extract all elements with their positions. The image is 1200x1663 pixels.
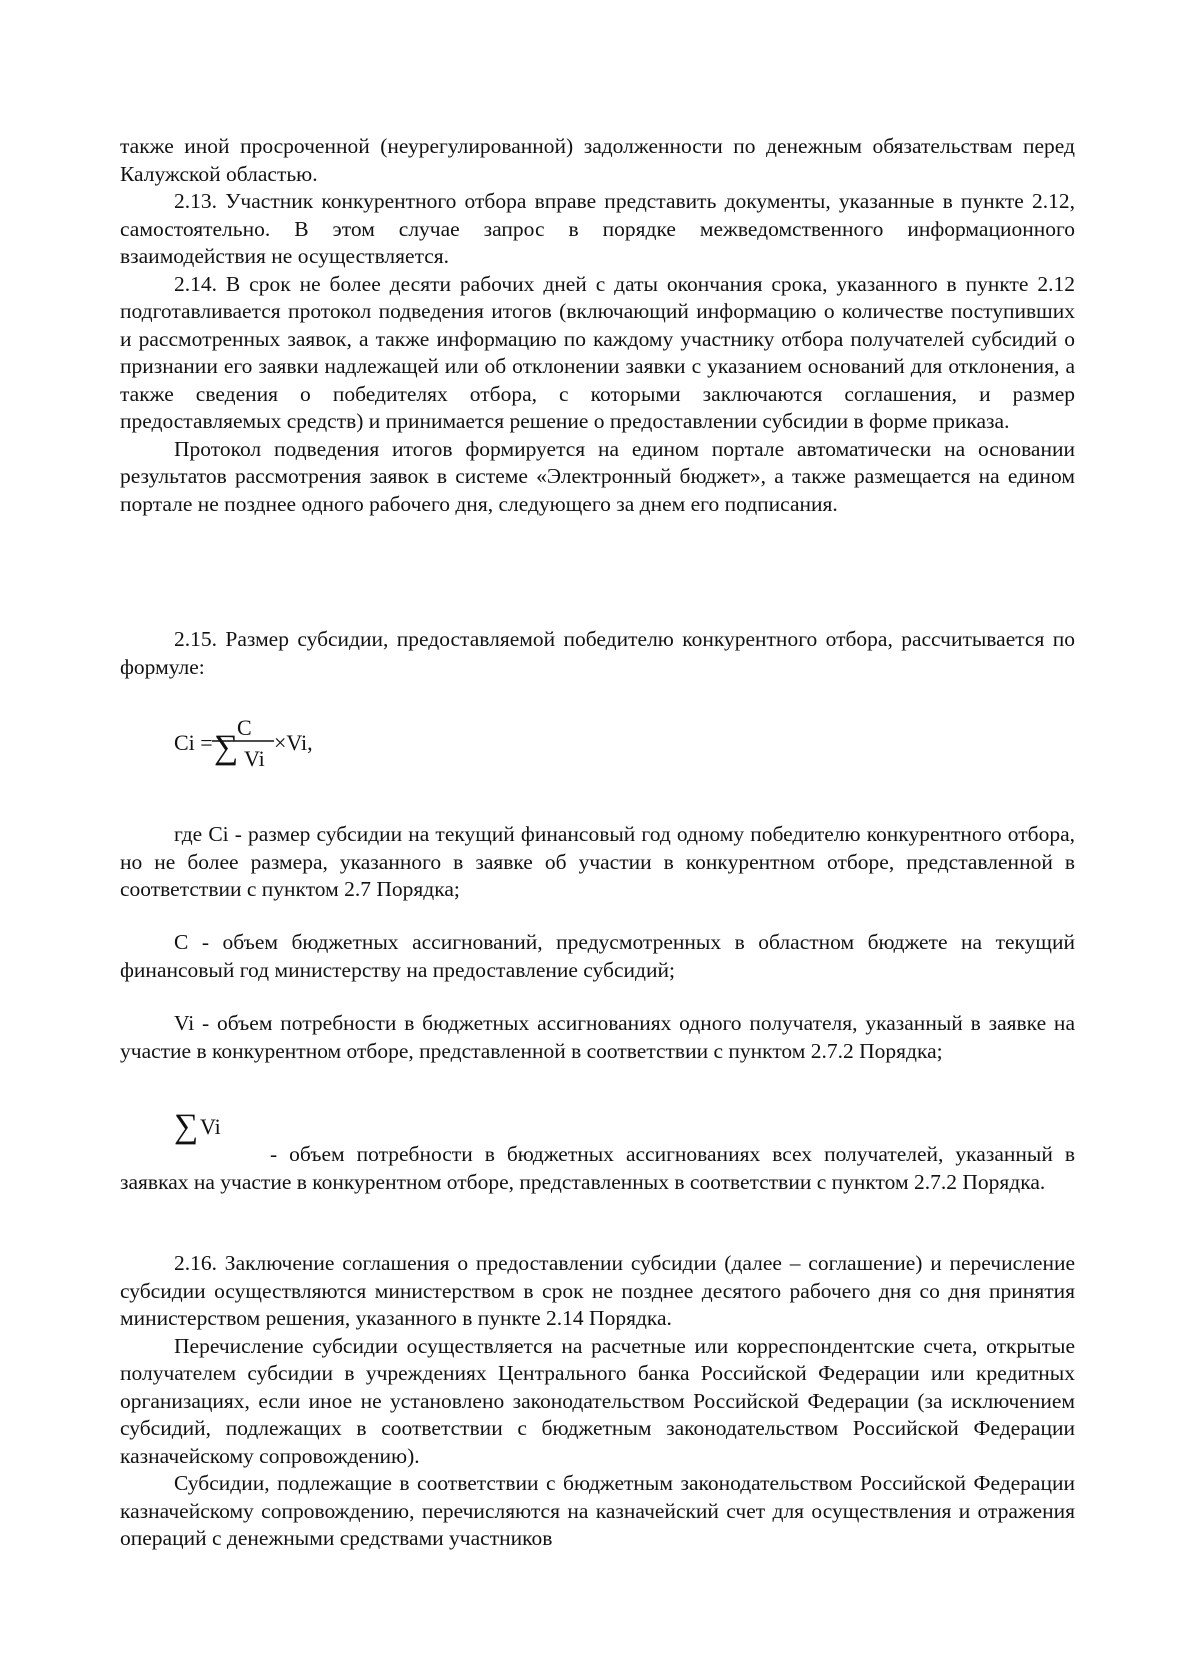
formula-denominator: Vi [244,746,265,771]
paragraph: Протокол подведения итогов формируется на едином портале автоматически на основании результатов рассмотрения заявок в системе «Электронный бюджет», а также размещается на едином портале не позднее одного рабочего дня, следующего за днем его подписания. [120,436,1075,516]
text-block-2-13-2-14 [120,133,1075,518]
sigma-symbol: ∑ [214,729,239,766]
definition-text: - объем потребности в бюджетных ассигнованиях всех получателей, указанный в заявках на участие в конкурентном отборе, представленных в соответствии с пунктом 2.7.2 Порядка. [120,1142,1075,1194]
paragraph-2-15 [120,626,1075,681]
sigma-symbol: ∑ [174,1108,199,1145]
definition-text: Vi - объем потребности в бюджетных ассигнованиях одного получателя, указанный в заявке на участие в конкурентном отборе, представленной в соответствии с пунктом 2.7.2 Порядка; [120,1011,1075,1063]
definition-text: С - объем бюджетных ассигнований, предусмотренных в областном бюджете на текущий финансовый год министерству на предоставление субсидий; [120,930,1075,982]
paragraph: Субсидии, подлежащие в соответствии с бюджетным законодательством Российской Федерации казначейскому сопровождению, перечисляются на казначейский счет для осуществления и отражения операций с денежными средствами участников [120,1471,1075,1550]
definition-sum-vi [120,1141,1075,1196]
formula-rhs: ×Vi, [274,730,313,755]
formula-numerator: C [237,715,252,740]
paragraph: 2.16. Заключение соглашения о предоставлении субсидии (далее – соглашение) и перечисление субсидии осуществляются министерством в срок не позднее десятого рабочего дня со дня принятия министерством решения, указанного в пункте 2.14 Порядка. [120,1251,1075,1330]
definition-ci [120,821,1075,904]
definition-text: где Ci - размер субсидии на текущий финансовый год одному победителю конкурентного отбора, но не более размера, указанного в заявке об участии в конкурентном отборе, представленной в соответствии с пунктом 2.7 Порядка; [120,822,1075,901]
sum-vi-label: Vi [200,1114,221,1139]
text-block-2-16 [120,1250,1075,1553]
paragraph: Перечисление субсидии осуществляется на расчетные или корреспондентские счета, открытые получателем субсидии в учреждениях Центрального банка Российской Федерации или кредитных организациях, если иное не установлено законодательством Российской Федерации (за исключением субсидий, подлежащих в соответствии с бюджетным законодательством Российской Федерации казначейскому сопровождению). [120,1333,1075,1468]
definition-c [120,929,1075,984]
subsidy-formula [174,714,394,806]
paragraph: также иной просроченной (неурегулированной) задолженности по денежным обязательствам перед Калужской областью. [120,134,1075,186]
paragraph: 2.14. В срок не более десяти рабочих дней с даты окончания срока, указанного в пункте 2.12 подготавливается протокол подведения итогов (включающий информацию о количестве поступивших и рассмотренных заявок, а также информацию по каждому участнику отбора получателей субсидий о признании его заявки надлежащей или об отклонении заявки с указанием оснований для отклонения, а также сведения о победителях отбора, с которыми заключаются соглашения, и размер предоставляемых средств) и принимается решение о предоставлении субсидии в форме приказа. [120,271,1075,433]
paragraph-text: 2.15. Размер субсидии, предоставляемой победителю конкурентного отбора, рассчитывается по формуле: [120,627,1075,679]
paragraph: 2.13. Участник конкурентного отбора вправе представить документы, указанные в пункте 2.12, самостоятельно. В этом случае запрос в порядке межведомственного информационного взаимодействия не осуществляется. [120,189,1075,268]
formula-lhs: Ci = [174,730,213,755]
definition-vi [120,1010,1075,1065]
